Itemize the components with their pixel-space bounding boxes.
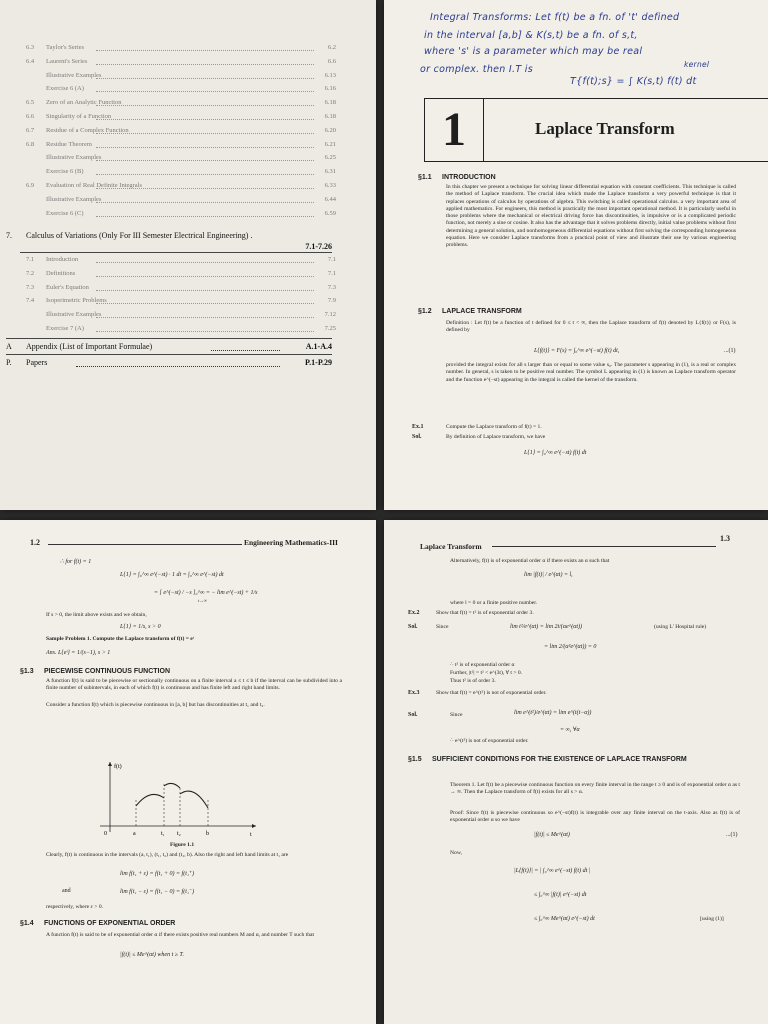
section-text: Clearly, f(t) is continuous in the intervals (a, t₁), (t₁, t₂) and (t₂, b). Also the right and left hand limits at t₁ are: [46, 852, 289, 858]
equation: |f(t)| ≤ Me^(αt) when t ≥ T.: [120, 952, 184, 958]
answer: Ans. L{eᵗ} = 1/(s−1), s > 1: [46, 650, 111, 656]
equation-subscript: t→∞: [198, 598, 207, 603]
text-line: ∴ t² is of exponential order α: [450, 662, 515, 668]
toc-chapter-7: 7. Calculus of Variations (Only For III Semester Electrical Engineering) . 7.1-7.26: [6, 231, 332, 251]
toc-entry: Exercise 6 (A) 6.16: [46, 85, 336, 93]
example-label: Ex.3: [408, 690, 420, 696]
toc-entry: 6.8 Residue Theorem 6.21: [26, 140, 336, 148]
example-text: Compute the Laplace transform of f(t) = 1.: [446, 424, 542, 430]
chapter-number: 1: [425, 99, 484, 161]
text-line: respectively, where ε > 0.: [46, 904, 104, 910]
page-1-2: 1.2 Engineering Mathematics-III ∴ for f(t) = 1 L{1} = ∫₀^∞ e^(−st) · 1 dt = ∫₀^∞ e^(−st) dt = [ e^(−st) / −s ]₀^∞ = − lim e^(−st) + 1/s t→∞ If s > 0, the limit above exists and we obtain, L{1} = 1/s, s > 0 Sample Problem 1. Compute the Laplace transform of f(t) = eᵗ Ans. L{eᵗ} = 1/(s−1), s > 1 §1.3 PIECEWISE CONTINUOUS FUNCTION A function f(t) is said to be piecewise or sectionally continuous on a finite interval a ≤ t ≤ b if the interval can be subdivided into a finite number of subintervals, in each of which f(t) is continuous and has finite left and right hand limits. Consider a function f(t) which is piecewise continuous in [a, b] but has discontinuities at t₁ and t₂. f(t) 0 a t₁ t₂ b t Figure 1.1 Clearly, f(t) is continuous in the intervals (a, t₁), (t₁, t₂) and (t₂, b). Also the right and left hand limits at t₁ are lim f(t₁ + ε) = f(t₁ + 0) = f(t₁⁺) and lim f(t₁ − ε) = f(t₁ − 0) = f(t₁⁻) respectively, where ε > 0. §1.4 FUNCTIONS OF EXPONENTIAL ORDER A function f(t) is said to be of exponential order α if there exists positive real numbers M and α, and number T such that |f(t)| ≤ Me^(αt) when t ≥ T.: [0, 520, 376, 1024]
toc-entry: 7.3 Euler's Equation 7.3: [26, 283, 336, 291]
toc-entry: 7.1 Introduction 7.1: [26, 256, 336, 263]
text-line: Now,: [450, 850, 462, 856]
section-text: Alternatively, f(t) is of exponential order α if there exists an α such that: [450, 558, 610, 564]
running-title: Engineering Mathematics-III: [244, 538, 338, 547]
section-text: provided the integral exists for all s larger than or equal to some value s₀. The parameter s appearing in (1), is a real or complex number. In general, s is taken to be positive real number. The symbol L appearing in (1) is known as Laplace transform operator and the function e^(−st) appearing in the integral is called the kernel of the transform.: [446, 362, 736, 383]
tick-b: b: [206, 831, 209, 837]
handwritten-note-line: or complex. then I.T is: [420, 64, 533, 75]
equation: lim f(t₁ + ε) = f(t₁ + 0) = f(t₁⁺): [120, 871, 195, 877]
text-line: ∴ for f(t) = 1: [60, 559, 92, 565]
page-number: 1.2: [30, 538, 40, 547]
toc-page: [0, 0, 376, 510]
figure-caption: Figure 1.1: [170, 842, 195, 848]
equation: lim e^(t²)/e^(αt) = lim e^(t(t−α)): [514, 710, 592, 716]
origin-label: 0: [104, 831, 107, 837]
equation: L{1} = ∫₀^∞ e^(−st) · 1 dt = ∫₀^∞ e^(−st) dt: [120, 572, 224, 578]
equation: ≤ ∫₀^∞ |f(t)| e^(−st) dt: [534, 892, 587, 898]
equation-number: ...(1): [724, 348, 736, 354]
section-text: A function f(t) is said to be of exponential order α if there exists positive real numbers M and α, and number T such that: [46, 932, 315, 938]
solution-text: Since: [450, 712, 463, 718]
note: [using (1)]: [700, 916, 724, 922]
example-text: Show that f(t) = e^(t²) is not of exponential order.: [436, 690, 547, 696]
solution-label: Sol.: [408, 712, 418, 718]
note: (using L' Hospital rule): [654, 624, 707, 630]
equation: = lim 2/(α²e^(αt)) = 0: [544, 644, 597, 650]
equation: lim t²/e^(αt) = lim 2t/(αe^(αt)): [510, 624, 583, 630]
tick-t2: t₂: [177, 831, 181, 837]
equation: = [ e^(−st) / −s ]₀^∞ = − lim e^(−st) + 1/s: [154, 590, 258, 596]
divider: [6, 354, 332, 355]
text-line: If s > 0, the limit above exists and we obtain,: [46, 612, 147, 618]
text-line: where l = 0 or a finite positive number.: [450, 600, 538, 606]
section-text: In this chapter we present a technique for solving linear differential equation with constant coefficients. This technique is called the method of Laplace transform. The crucial idea which made the Laplace transform a very powerful technique is that it replaces operations of calculus by operations of algebra. This switching is called operational calculus. a very important area of applied mathematics. For engineers, this method is practically the most important operational method. It is particularly useful in those problems where the mechanical or electrical driving force has discontinuities, is impulsive or is a complicated periodic function, not merely a sine or cosine. It also has the advantage that it solves problems directly, initial value problems without first determining a general solution, and nonhomogeneous differential equations without first solving the corresponding homogeneous equation. Here we consider Laplace transforms from a practical point of view and illustrate their use by various engineering problems.: [446, 184, 736, 249]
handwritten-note-line: in the interval [a,b] & K(s,t) be a fn. of s,t,: [424, 30, 638, 41]
divider: [20, 252, 332, 253]
x-axis-label: t: [250, 832, 252, 838]
toc-entry: 7.2 Definitions 7.1: [26, 269, 336, 277]
divider: [6, 338, 332, 339]
chapter-title-box: [424, 98, 768, 162]
chapter-opening-page: Integral Transforms: Let f(t) be a fn. of 't' defined in the interval [a,b] & K(s,t) be a fn. of s,t, where 's' is a parameter which may be real or complex. then I.T is kernel T{f(t);s} = ∫ K(s,t) f(t) dt 1 Laplace Transform §1.1 INTRODUCTION In this chapter we present a technique for solving linear differential equation with constant coefficients. This technique is called the method of Laplace transform. The crucial idea which made the Laplace transform a very powerful technique is that it replaces operations of calculus by operations of algebra. This switching is called operational calculus. a very important area of applied mathematics. For engineers, this method is practically the most important operational method. It is particularly useful in those problems where the mechanical or electrical driving force has discontinuities, is impulsive or is a complicated periodic function, not merely a sine or cosine. It also has the advantage that it solves problems directly, initial value problems without first determining a general solution, and nonhomogeneous differential equations without first solving the corresponding homogeneous equation. Here we consider Laplace transforms from a practical point of view and illustrate their use by various engineering problems. §1.2 LAPLACE TRANSFORM Definition : Let f(t) be a function of t defined for 0 ≤ t < ∞, then the Laplace transform of f(t) denoted by L{f(t)} or F(s), is defined by L{f(t)} = F(s) = ∫₀^∞ e^(−st) f(t) dt, ...(1) provided the integral exists for all s larger than or equal to some value s₀. The parameter s appearing in (1), is a real or complex number. In general, s is taken to be positive real number. The symbol L appearing in (1) is known as Laplace transform operator and the function e^(−st) appearing in the integral is called the kernel of the transform. Ex.1 Compute the Laplace transform of f(t) = 1. Sol. By definition of Laplace transform, we have L{1} = ∫₀^∞ e^(−st) f(t) dt: [384, 0, 768, 510]
running-title: Laplace Transform: [420, 542, 482, 551]
theorem-text: Theorem 1. Let f(t) be a piecewise continuous function on every finite interval in the range t ≥ 0 and is of exponential order α as t → ∞. Then the Laplace transform of f(t) exists for all s > α.: [450, 782, 740, 796]
section-text: A function f(t) is said to be piecewise or sectionally continuous on a finite interval a ≤ t ≤ b if the interval can be subdivided into a finite number of subintervals, in each of which f(t) is continuous and has finite left and right hand limits.: [46, 678, 342, 692]
toc-appendix: A Appendix (List of Important Formulae) A.1-A.4: [6, 342, 332, 351]
piecewise-function-figure: [80, 758, 260, 840]
equation: L{1} = ∫₀^∞ e^(−st) f(t) dt: [524, 450, 587, 456]
toc-entry: 6.5 Zero of an Analytic Function 6.18: [26, 99, 336, 107]
handwritten-note-kernel: kernel: [684, 60, 710, 69]
handwritten-note-formula: T{f(t);s} = ∫ K(s,t) f(t) dt: [570, 76, 697, 87]
tick-a: a: [133, 831, 136, 837]
example-label: Ex.1: [412, 424, 424, 430]
toc-entry: 7.4 Isoperimetric Problems 7.9: [26, 297, 336, 305]
solution-text: By definition of Laplace transform, we have: [446, 434, 546, 440]
toc-entry: Exercise 7 (A) 7.25: [46, 325, 336, 332]
toc-entry: 6.9 Evaluation of Real Definite Integrals 6.33: [26, 182, 336, 189]
toc-entry: 6.6 Singularity of a Function 6.18: [26, 113, 336, 120]
toc-entry: Illustrative Examples 6.25: [46, 154, 336, 162]
example-text: Show that f(t) = t² is of exponential order 3.: [436, 610, 534, 616]
toc-entry: Illustrative Examples 6.13: [46, 71, 336, 79]
equation: |f(t)| ≤ Me^(αt): [534, 832, 570, 838]
section-text: Consider a function f(t) which is piecewise continuous in [a, b] but has discontinuities at t₁ and t₂.: [46, 702, 265, 708]
chapter-title: Laplace Transform: [535, 119, 675, 138]
equation: ≤ ∫₀^∞ Me^(αt) e^(−st) dt: [534, 916, 595, 922]
equation-number: ...(1): [726, 832, 738, 838]
toc-entry: 6.4 Laurent's Series 6.6: [26, 57, 336, 65]
page-1-3: Laplace Transform 1.3 Alternatively, f(t) is of exponential order α if there exists an α such that lim |f(t)| / e^(αt) = l, where l = 0 or a finite positive number. Ex.2 Show that f(t) = t² is of exponential order 3. Sol. Since lim t²/e^(αt) = lim 2t/(αe^(αt)) (using L' Hospital rule) = lim 2/(α²e^(αt)) = 0 ∴ t² is of exponential order α Further, |t²| = t² < e^(3t), ∀ t > 0. Thus t² is of order 3. Ex.3 Show that f(t) = e^(t²) is not of exponential order. Sol. Since lim e^(t²)/e^(αt) = lim e^(t(t−α)) = ∞, ∀α ∴ e^(t²) is not of exponential order. §1.5 SUFFICIENT CONDITIONS FOR THE EXISTENCE OF LAPLACE TRANSFORM Theorem 1. Let f(t) be a piecewise continuous function on every finite interval in the range t ≥ 0 and is of exponential order α as t → ∞. Then the Laplace transform of f(t) exists for all s > α. Proof: Since f(t) is piecewise continuous so e^(−st)f(t) is integrable over any finite interval on the t-axis. Also as f(t) is of exponential order α so we have |f(t)| ≤ Me^(αt) ...(1) Now, |L{f(t)}| = | ∫₀^∞ e^(−st) f(t) dt | ≤ ∫₀^∞ |f(t)| e^(−st) dt ≤ ∫₀^∞ Me^(αt) e^(−st) dt [using (1)]: [384, 520, 768, 1024]
y-axis-label: f(t): [114, 764, 122, 770]
text-line: ∴ e^(t²) is not of exponential order.: [450, 738, 529, 744]
handwritten-note-line: Integral Transforms: Let f(t) be a fn. of 't' defined: [430, 12, 680, 23]
toc-entry: Illustrative Examples 6.44: [46, 195, 336, 203]
toc-entry: Exercise 6 (C) 6.59: [46, 209, 336, 217]
sample-problem: Sample Problem 1. Compute the Laplace transform of f(t) = eᵗ: [46, 636, 194, 642]
handwritten-note-line: where 's' is a parameter which may be real: [424, 46, 643, 57]
proof-text: Proof: Since f(t) is piecewise continuous so e^(−st)f(t) is integrable over any finite interval on the t-axis. Also as f(t) is of exponential order α so we have: [450, 810, 740, 824]
equation: L{f(t)} = F(s) = ∫₀^∞ e^(−st) f(t) dt,: [534, 348, 620, 354]
toc-entry: 6.3 Taylor's Series 6.2: [26, 44, 336, 51]
page-number: 1.3: [720, 534, 730, 543]
toc-entry: Exercise 6 (B) 6.31: [46, 168, 336, 176]
toc-entry: 6.7 Residue of a Complex Function 6.20: [26, 126, 336, 134]
text-line: Thus t² is of order 3.: [450, 678, 496, 684]
example-label: Ex.2: [408, 610, 420, 616]
toc-entry: Illustrative Examples 7.12: [46, 311, 336, 319]
solution-label: Sol.: [412, 434, 422, 440]
equation: lim f(t₁ − ε) = f(t₁ − 0) = f(t₁⁻): [120, 889, 195, 895]
header-rule: [492, 546, 716, 547]
solution-label: Sol.: [408, 624, 418, 630]
solution-text: Since: [436, 624, 449, 630]
text-line: Further, |t²| = t² < e^(3t), ∀ t > 0.: [450, 670, 523, 676]
text-line: and: [62, 888, 71, 894]
equation: L{1} = 1/s, s > 0: [120, 624, 161, 630]
definition-text: Definition : Let f(t) be a function of t defined for 0 ≤ t < ∞, then the Laplace transform of f(t) denoted by L{f(t)} or F(s), is defined by: [446, 320, 736, 334]
equation: |L{f(t)}| = | ∫₀^∞ e^(−st) f(t) dt |: [514, 868, 591, 874]
equation: = ∞, ∀α: [560, 727, 580, 733]
toc-papers: P. Papers P.1-P.29: [6, 358, 332, 367]
tick-t1: t₁: [161, 831, 165, 837]
equation: lim |f(t)| / e^(αt) = l,: [524, 572, 573, 578]
header-rule: [48, 544, 242, 545]
